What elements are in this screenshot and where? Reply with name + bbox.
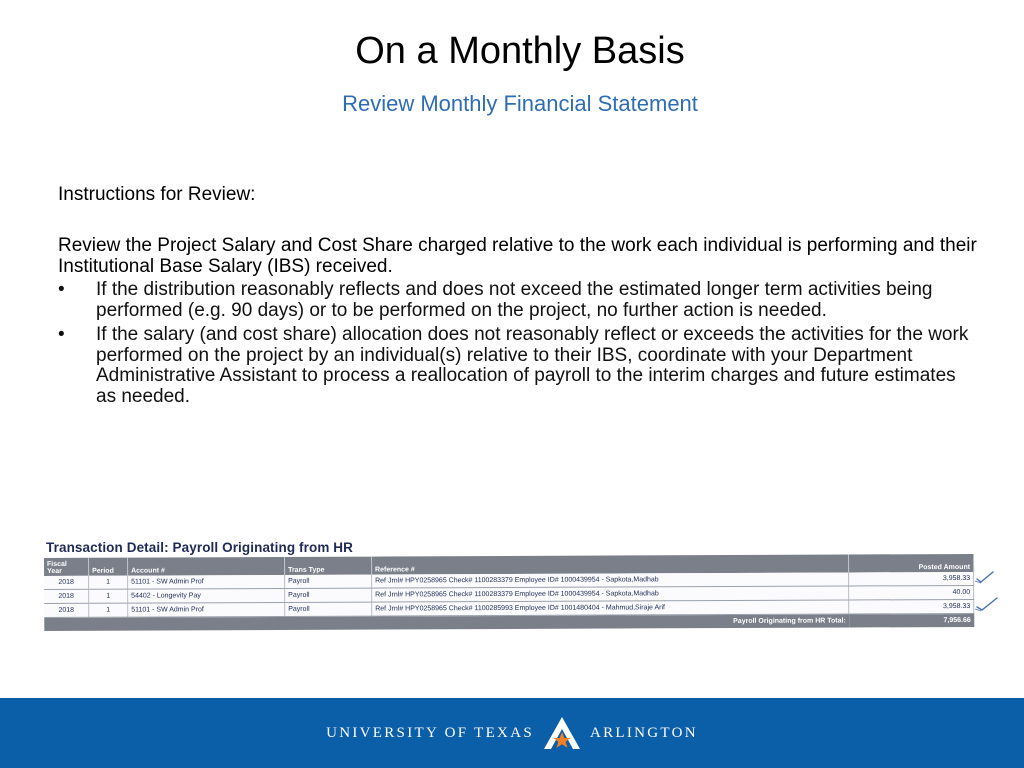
col-fiscal-year xyxy=(44,558,89,576)
cell-fiscal-year: 2018 xyxy=(44,603,89,617)
col-period: Period xyxy=(88,558,127,576)
bullet-item xyxy=(58,325,973,407)
bullet-marker: • xyxy=(58,324,65,345)
cell-amount: 40.00 xyxy=(849,585,974,600)
transaction-detail-scan xyxy=(44,540,976,631)
col-posted-amount: Posted Amount xyxy=(848,554,973,573)
footer-university-text: UNIVERSITY OF TEXAS xyxy=(326,724,534,741)
total-label: Payroll Originating from HR Total: xyxy=(44,614,849,631)
review-bullet-list xyxy=(58,280,973,411)
cell-account: 51101 - SW Admin Prof xyxy=(128,602,285,617)
footer-bar xyxy=(0,698,1024,768)
bullet-marker: • xyxy=(58,279,65,300)
col-fiscal-year-line2: Year xyxy=(47,567,62,575)
handwritten-check-marks-icon xyxy=(975,566,1005,616)
cell-fiscal-year: 2018 xyxy=(44,589,89,603)
slide-subtitle: Review Monthly Financial Statement xyxy=(342,91,698,116)
footer-arlington-text: ARLINGTON xyxy=(589,724,698,741)
cell-account: 51101 - SW Admin Prof xyxy=(128,575,285,589)
cell-amount: 3,958.33 xyxy=(849,599,974,614)
cell-period: 1 xyxy=(89,589,128,603)
cell-period: 1 xyxy=(89,576,128,590)
cell-reference: Ref Jrnl# HPY0258965 Check# 1100283379 Employee ID# 1000439954 - Sapkota,Madhab xyxy=(372,572,849,588)
cell-account: 54402 - Longevity Pay xyxy=(128,588,285,603)
table-total-row xyxy=(44,613,974,631)
cell-trans-type: Payroll xyxy=(285,588,372,602)
cell-trans-type: Payroll xyxy=(285,575,372,589)
col-reference: Reference # xyxy=(371,554,848,574)
review-paragraph: Review the Project Salary and Cost Share charged relative to the work each individual is performing and their Institutional Base Salary (IBS) received. xyxy=(58,235,977,277)
cell-period: 1 xyxy=(89,603,128,617)
cell-amount: 3,958.33 xyxy=(849,572,974,586)
cell-trans-type: Payroll xyxy=(285,602,372,616)
cell-fiscal-year: 2018 xyxy=(44,576,89,590)
instructions-heading: Instructions for Review: xyxy=(58,184,256,205)
transaction-table xyxy=(44,554,974,631)
cell-reference: Ref Jrnl# HPY0258965 Check# 1100283379 Employee ID# 1000439954 - Sapkota,Madhab xyxy=(372,586,849,602)
cell-reference: Ref Jrnl# HPY0258965 Check# 1100285993 Employee ID# 1001480404 - Mahmud,Siraje Arif xyxy=(372,600,849,616)
col-trans-type: Trans Type xyxy=(284,557,371,575)
col-account: Account # xyxy=(127,557,284,576)
uta-logo-lockup xyxy=(0,719,1024,747)
bullet-text: If the distribution reasonably reflects and does not exceed the estimated longer term activities being performed (e.g. 90 days) or to be performed on the project, no further action is needed. xyxy=(96,279,933,321)
total-value: 7,956.66 xyxy=(849,613,974,627)
bullet-item xyxy=(58,280,973,321)
bullet-text: If the salary (and cost share) allocation does not reasonably reflect or exceeds the activities for the work performed on the project by an individual(s) relative to their IBS, coordinate with your Department Administrative Assistant to process a reallocation of payroll to the interim charges and future estimates as needed. xyxy=(96,324,969,407)
slide-title: On a Monthly Basis xyxy=(355,30,685,72)
transaction-detail-title: Transaction Detail: Payroll Originating from HR xyxy=(46,540,353,555)
col-fiscal-year-line1: Fiscal xyxy=(47,560,67,568)
uta-a-star-logo-icon xyxy=(542,716,582,750)
